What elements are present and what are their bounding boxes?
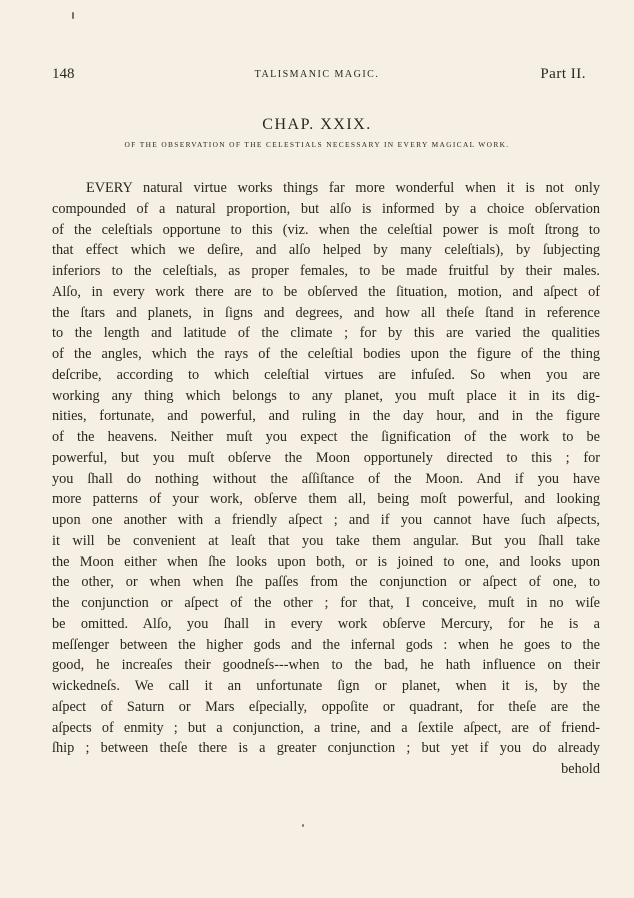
text-line: it will be convenient at leaſt that you take them angular. But you ſhall take: [52, 532, 600, 549]
text-line: inferiors to the celeſtials, as proper females, to be made fruitful by their males.: [52, 263, 600, 279]
text-line: upon one another with a friendly aſpect ; and if you cannot have ſuch aſpects,: [52, 512, 600, 528]
text-line: deſcribe, according to which celeſtial virtues are infuſed. So when you are: [52, 366, 600, 383]
text-line: you ſhall do nothing without the aſſiſtance of the Moon. And if you have: [52, 470, 600, 487]
paper-speck: [302, 824, 304, 827]
text-line: working any thing which belongs to any planet, you muſt place it in its dig-: [52, 387, 600, 404]
text-line: good, he increaſes their goodneſs---when to the bad, he hath influence on their: [52, 657, 600, 674]
chapter-subtitle: OF THE OBSERVATION OF THE CELESTIALS NECESSARY IN EVERY MAGICAL WORK.: [124, 140, 510, 149]
text-line: nities, fortunate, and powerful, and ruling in the day hour, and in the figure: [52, 408, 600, 425]
text-line: be omitted. Alſo, you ſhall in every work obſerve Mercury, for he is a: [52, 615, 600, 632]
catchword: behold: [561, 761, 600, 777]
text-line: that effect which we deſire, and alſo helped by many celeſtials), by ſubjecting: [52, 242, 600, 259]
text-line: compounded of a natural proportion, but alſo is informed by a choice obſervation: [52, 200, 600, 217]
text-line: the conjunction or aſpect of the other ; for that, I conceive, muſt in no wiſe: [52, 595, 600, 611]
page-number: 148: [52, 66, 75, 82]
text-line: meſſenger between the higher gods and the infernal gods : when he goes to the: [52, 636, 600, 653]
text-line: EVERY natural virtue works things far more wonderful when it is not only: [86, 180, 600, 196]
text-line: the other, or when when ſhe paſſes from the conjunction or aſpect of one, to: [52, 574, 600, 591]
text-line: the ſtars and planets, in ſigns and degrees, and how all theſe ſtand in reference: [52, 304, 600, 321]
text-line: ſhip ; between theſe there is a greater conjunction ; but yet if you do already: [52, 740, 600, 757]
text-line: aſpect of Saturn or Mars eſpecially, oppoſite or quadrant, for theſe are the: [52, 698, 600, 715]
text-line: powerful, but you muſt obſerve the Moon opportunely directed to this ; for: [52, 449, 600, 466]
text-line: wickedneſs. We call it an unfortunate ſign or planet, when it is, by the: [52, 678, 600, 694]
text-line: to the length and latitude of the climate ; for by this are varied the qualities: [52, 325, 600, 342]
paper-speck: [72, 12, 74, 19]
text-line: Alſo, in every work there are to be obſerved the ſituation, motion, and aſpect of: [52, 283, 600, 300]
running-head: TALISMANIC MAGIC.: [254, 69, 380, 80]
text-line: aſpects of enmity ; but a conjunction, a trine, and a ſextile aſpect, are of friend-: [52, 719, 600, 736]
text-line: more patterns of your work, obſerve them all, being moſt powerful, and looking: [52, 491, 600, 508]
body-text: [52, 178, 600, 780]
text-line: of the angles, which the rays of the celeſtial bodies upon the figure of the thing: [52, 346, 600, 362]
text-line: of the heavens. Neither muſt you expect the ſignification of the work to be: [52, 429, 600, 445]
page-header: [0, 66, 634, 88]
text-line: of the celeſtials opportune to this (viz. when the celeſtial power is moſt ſtrong to: [52, 221, 600, 238]
chapter-title: CHAP. XXIX.: [262, 116, 372, 133]
text-line: the Moon either when ſhe looks upon both, or is joined to one, and looks upon: [52, 553, 600, 570]
part-label: Part II.: [540, 66, 586, 82]
